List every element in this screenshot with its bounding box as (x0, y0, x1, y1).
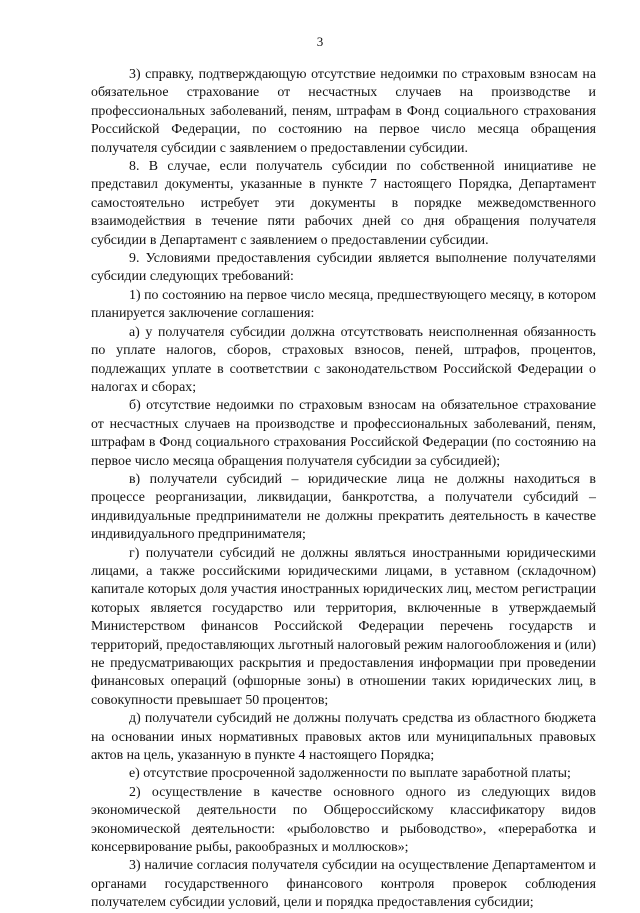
page-number: 3 (316, 34, 324, 49)
paragraph: 3) справку, подтверждающую отсутствие недоимки по страховым взносам на обязательное страхование от несчастных случаев на производстве и профессиональных заболеваний, пеням, штрафам в Фонд социального страхования Российской Федерации, по состоянию на первое число месяца обращения получателя субсидии с заявлением о предоставлении субсидии. (91, 67, 596, 156)
paragraph: б) отсутствие недоимки по страховым взносам на обязательное страхование от несчастных случаев на производстве и профессиональных заболеваний, пеням, штрафам в Фонд социального страхования Российской Федерации (по состоянию на первое число месяца обращения получателя субсидии за субсидией); (91, 398, 596, 469)
paragraph: д) получатели субсидий не должны получать средства из областного бюджета на основании иных нормативных правовых актов или муниципальных правовых актов на цель, указанную в пункте 4 настоящего Порядка; (91, 711, 596, 764)
paragraph: 8. В случае, если получатель субсидии по собственной инициативе не представил документы, указанные в пункте 7 настоящего Порядка, Департамент самостоятельно истребует эти документы в порядке межведомственного взаимодействия в течение пяти рабочих дней со дня обращения получателя субсидии в Департамент с заявлением о предоставлении субсидии. (91, 159, 596, 248)
document-body (91, 66, 596, 913)
paragraph: в) получатели субсидий – юридические лица не должны находиться в процессе реорганизации, ликвидации, банкротства, а получатели субсидий – индивидуальные предприниматели не должны прекратить деятельность в качестве индивидуального предпринимателя; (91, 471, 596, 543)
paragraph: 9. Условиями предоставления субсидии является выполнение получателями субсидии следующих требований: (91, 251, 596, 285)
paragraph: г) получатели субсидий не должны являться иностранными юридическими лицами, а также российскими юридическими лицами, в уставном (складочном) капитале которых доля участия иностранных юридических лиц, местом регистрации которых является государство или территория, включенные в утверждаемый Министерством финансов Российской Федерации перечень государств и территорий, предоставляющих льготный налоговый режим налогообложения и (или) не предусматривающих раскрытия и предоставления информации при проведении финансовых операций (офшорные зоны) в отношении таких юридических лиц, в совокупности превышает 50 процентов; (91, 545, 596, 708)
paragraph: 2) осуществление в качестве основного одного из следующих видов экономической деятельности по Общероссийскому классификатору видов экономической деятельности: «рыболовство и рыбоводство», «переработка и консервирование рыбы, ракообразных и моллюсков»; (91, 784, 596, 856)
paragraph: 1) по состоянию на первое число месяца, предшествующего месяцу, в котором планируется заключение соглашения: (91, 287, 596, 322)
paragraph: е) отсутствие просроченной задолженности по выплате заработной платы; (129, 766, 571, 782)
paragraph: 3) наличие согласия получателя субсидии на осуществление Департаментом и органами государственного финансового контроля проверок соблюдения получателем субсидии условий, цели и порядка предоставления субсидии; (91, 858, 596, 911)
paragraph: а) у получателя субсидии должна отсутствовать неисполненная обязанность по уплате налогов, сборов, страховых взносов, пеней, штрафов, процентов, подлежащих уплате в соответствии с законодательством Российской Федерации о налогах и сборах; (91, 324, 596, 395)
